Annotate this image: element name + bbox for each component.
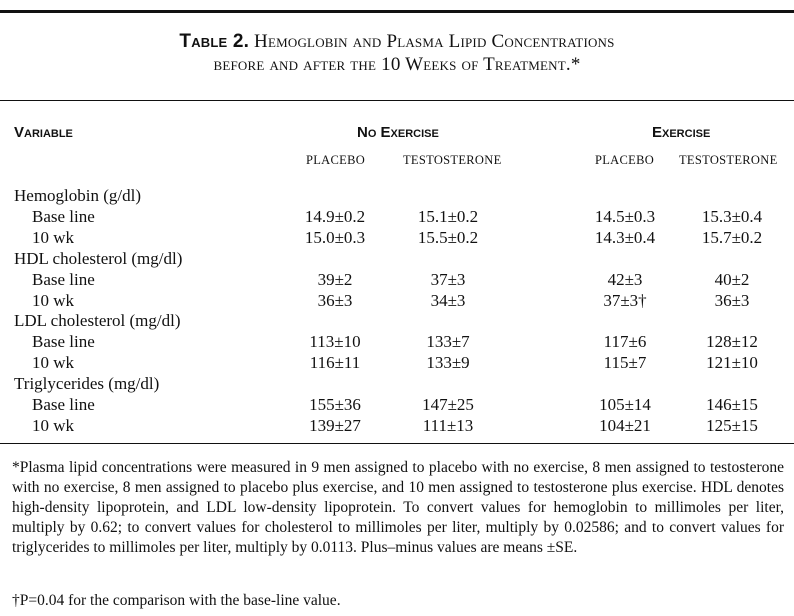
- section-label: HDL cholesterol (mg/dl): [14, 248, 183, 268]
- row-label: 10 wk: [32, 415, 75, 435]
- row-label: 10 wk: [32, 353, 75, 373]
- column-header-variable: Variable: [14, 124, 73, 141]
- table-cell: 133±9: [426, 353, 470, 373]
- table-cell: 15.0±0.3: [304, 227, 366, 247]
- footnote-rule: [0, 443, 794, 444]
- table-cell: 128±12: [706, 332, 758, 352]
- table-cell: 37±3: [430, 269, 466, 289]
- table-cell: 121±10: [706, 353, 758, 373]
- row-label: Base line: [32, 269, 95, 289]
- top-rule: [0, 10, 794, 13]
- table-cell: 14.9±0.2: [304, 206, 366, 226]
- row-label: 10 wk: [32, 227, 75, 247]
- table-cell: 116±11: [309, 353, 361, 373]
- row-label: Base line: [32, 395, 95, 414]
- table-cell: 42±3: [607, 269, 643, 289]
- table-cell: 117±6: [603, 332, 647, 352]
- table-cell: 34±3: [430, 290, 466, 310]
- footnote-dagger: †P=0.04 for the comparison with the base-line value.: [12, 592, 341, 609]
- table-cell: 113±10: [309, 332, 361, 352]
- table-cell: 36±3: [317, 290, 353, 310]
- header-rule: [0, 100, 794, 101]
- table-cell: 104±21: [599, 415, 651, 435]
- table-cell: 15.1±0.2: [417, 206, 479, 226]
- table-cell: 37±3†: [603, 290, 647, 310]
- subheader-placebo-ex: PLACEBO: [595, 153, 655, 167]
- table-cell: 14.3±0.4: [594, 227, 656, 247]
- row-label: Base line: [32, 332, 95, 352]
- table-cell: 15.7±0.2: [701, 227, 763, 247]
- table-cell: 115±7: [603, 353, 647, 373]
- column-group-exercise: Exercise: [652, 124, 711, 141]
- subheader-testosterone-noex: TESTOSTERONE: [403, 153, 502, 167]
- row-label: Base line: [32, 206, 95, 226]
- table-cell: 15.3±0.4: [701, 206, 763, 226]
- section-label: LDL cholesterol (mg/dl): [14, 311, 181, 331]
- table-cell: 155±36: [309, 395, 361, 414]
- table-cell: 39±2: [317, 269, 353, 289]
- subheader-placebo-noex: PLACEBO: [306, 153, 366, 167]
- subheader-testosterone-ex: TESTOSTERONE: [679, 153, 778, 167]
- table-cell: 125±15: [706, 415, 758, 435]
- table-title: [0, 30, 794, 53]
- table-cell: 139±27: [309, 415, 361, 435]
- table-cell: 105±14: [599, 395, 651, 414]
- table-title-text: Hemoglobin and Plasma Lipid Concentrations: [249, 31, 615, 52]
- table-title-line2: before and after the 10 Weeks of Treatment.*: [213, 54, 581, 75]
- table-cell: 15.5±0.2: [417, 227, 479, 247]
- table-number: Table 2.: [179, 31, 250, 52]
- table-cell: 111±13: [422, 415, 474, 435]
- table-cell: 146±15: [706, 395, 758, 414]
- table-cell: 147±25: [422, 395, 474, 414]
- table-cell: 36±3: [714, 290, 750, 310]
- table-cell: 14.5±0.3: [594, 206, 656, 226]
- column-group-no-exercise: No Exercise: [357, 124, 439, 141]
- row-label: 10 wk: [32, 290, 75, 310]
- footnote-star: *Plasma lipid concentrations were measured in 9 men assigned to placebo with no exercise, 8 men assigned to testosterone with no exercise, 8 men assigned to placebo plus exercise, and 10 men assigned to testosterone plus exercise. HDL denotes high-density lipoprotein, and LDL low-density lipoprotein. To convert values for hemoglobin to millimoles per liter, multiply by 0.62; to convert values for cholesterol to millimoles per liter, multiply by 0.02586; and to convert values for triglycerides to millimoles per liter, multiply by 0.0113. Plus–minus values are means ±SE.: [12, 459, 784, 556]
- section-label: Triglycerides (mg/dl): [14, 374, 160, 394]
- section-label: Hemoglobin (g/dl): [14, 186, 142, 205]
- table-cell: 40±2: [714, 269, 750, 289]
- table-cell: 133±7: [426, 332, 470, 352]
